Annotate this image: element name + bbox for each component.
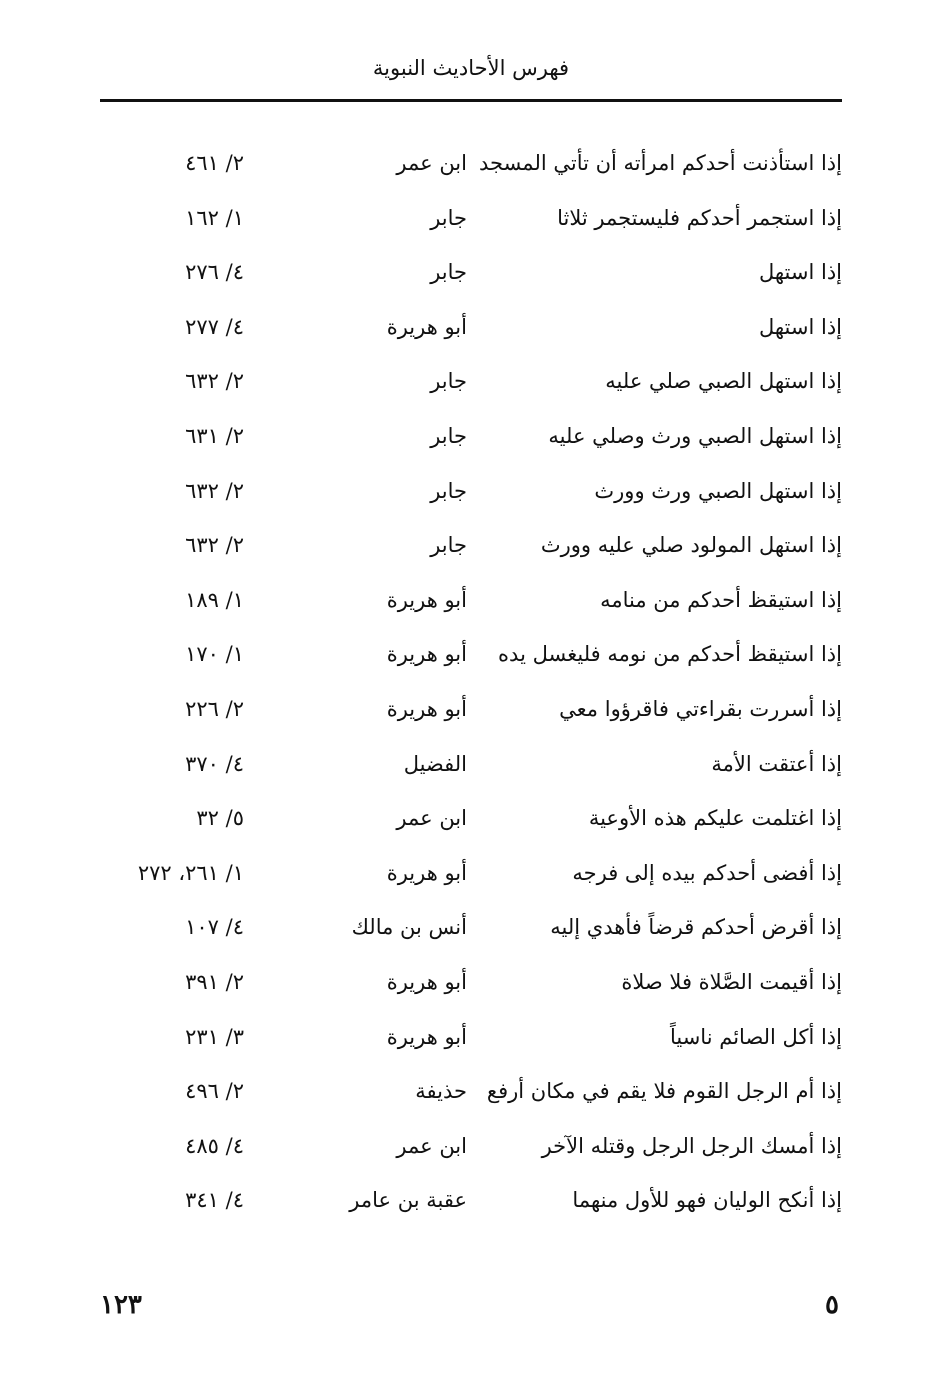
volume-page-ref: ٢/ ٢٢٦ (185, 696, 244, 721)
volume-page-ref: ١/ ١٧٠ (185, 642, 244, 667)
volume-page-ref: ٥/ ٣٢ (196, 806, 244, 831)
hadith-text: إذا أسررت بقراءتي فاقرؤوا معي (559, 696, 842, 721)
table-row (0, 1175, 947, 1230)
hadith-text: إذا أقرض أحدكم قرضاً فأهدي إليه (550, 915, 842, 940)
hadith-text: إذا أفضى أحدكم بيده إلى فرجه (572, 860, 842, 885)
hadith-text: إذا استيقظ أحدكم من منامه (600, 587, 842, 612)
narrator: أنس بن مالك (351, 915, 467, 940)
hadith-text: إذا استهل المولود صلي عليه وورث (540, 533, 842, 558)
hadith-text: إذا أمسك الرجل الرجل وقتله الآخر (541, 1133, 842, 1158)
hadith-text: إذا أعتقت الأمة (711, 751, 842, 776)
narrator: أبو هريرة (386, 969, 467, 994)
table-row (0, 848, 947, 903)
table-row (0, 247, 947, 302)
running-title: فهرس الأحاديث النبوية (372, 56, 570, 80)
table-row (0, 466, 947, 521)
narrator: جابر (430, 260, 467, 285)
narrator: أبو هريرة (386, 696, 467, 721)
hadith-text: إذا أكل الصائم ناسياً (669, 1024, 842, 1049)
narrator: ابن عمر (396, 1133, 467, 1158)
table-row (0, 411, 947, 466)
volume-page-ref: ٤/ ٣٧٠ (185, 751, 244, 776)
narrator: ابن عمر (396, 151, 467, 175)
hadith-text: إذا أم الرجل القوم فلا يقم في مكان أرفع (486, 1079, 842, 1104)
narrator: أبو هريرة (386, 314, 467, 339)
narrator: جابر (430, 205, 467, 230)
volume-page-ref: ٤/ ٢٧٧ (185, 314, 244, 339)
narrator: عقبة بن عامر (349, 1188, 467, 1213)
table-row (0, 302, 947, 357)
table-row (0, 193, 947, 248)
volume-page-ref: ٢/ ٤٩٦ (185, 1079, 244, 1104)
table-row (0, 1121, 947, 1176)
table-row (0, 684, 947, 739)
hadith-text: إذا استجمر أحدكم فليستجمر ثلاثا (557, 205, 842, 230)
volume-page-ref: ٢/ ٦٣١ (185, 423, 244, 448)
table-row (0, 902, 947, 957)
table-row (0, 1012, 947, 1067)
hadith-text: إذا استهل (758, 314, 842, 339)
header-rule (100, 99, 842, 102)
hadith-text: إذا أنكح الوليان فهو للأول منهما (572, 1188, 842, 1213)
table-row (0, 793, 947, 848)
volume-page-ref: ٢/ ٦٣٢ (185, 369, 244, 394)
volume-page-ref: ٢/ ٤٦١ (185, 151, 244, 175)
table-row (0, 520, 947, 575)
narrator: ابن عمر (396, 806, 467, 831)
narrator: جابر (430, 369, 467, 394)
volume-page-ref: ٤/ ١٠٧ (185, 915, 244, 940)
volume-page-ref: ٤/ ٣٤١ (185, 1188, 244, 1213)
hadith-text: إذا استهل (758, 260, 842, 285)
hadith-text: إذا استيقظ أحدكم من نومه فليغسل يده (498, 642, 842, 667)
table-row (0, 629, 947, 684)
narrator: أبو هريرة (386, 1024, 467, 1049)
narrator: جابر (430, 478, 467, 503)
volume-page-ref: ٣/ ٢٣١ (185, 1024, 244, 1049)
narrator: أبو هريرة (386, 587, 467, 612)
table-row (0, 575, 947, 630)
hadith-text: إذا استهل الصبي صلي عليه (605, 369, 842, 394)
volume-page-ref: ٢/ ٣٩١ (185, 969, 244, 994)
volume-page-ref: ٤/ ٤٨٥ (185, 1133, 244, 1158)
volume-page-ref: ١/ ٢٦١، ٢٧٢ (137, 860, 244, 885)
hadith-text: إذا استأذنت أحدكم امرأته أن تأتي المسجد (478, 151, 842, 175)
volume-page-ref: ٤/ ٢٧٦ (185, 260, 244, 285)
index-table (0, 138, 947, 1230)
volume-number: ٥ (825, 1290, 839, 1320)
volume-page-ref: ٢/ ٦٣٢ (185, 533, 244, 558)
narrator: الفضيل (403, 751, 467, 776)
hadith-text: إذا استهل الصبي ورث وصلي عليه (548, 423, 842, 448)
table-row (0, 957, 947, 1012)
narrator: أبو هريرة (386, 860, 467, 885)
volume-page-ref: ١/ ١٨٩ (185, 587, 244, 612)
narrator: جابر (430, 423, 467, 448)
volume-page-ref: ٢/ ٦٣٢ (185, 478, 244, 503)
hadith-text: إذا أقيمت الصَّلاة فلا صلاة (621, 969, 842, 994)
page-number: ١٢٣ (100, 1290, 142, 1320)
narrator: أبو هريرة (386, 642, 467, 667)
volume-page-ref: ١/ ١٦٢ (185, 205, 244, 230)
hadith-text: إذا اغتلمت عليكم هذه الأوعية (588, 806, 842, 831)
table-row (0, 138, 947, 193)
hadith-text: إذا استهل الصبي ورث وورث (594, 478, 842, 503)
table-row (0, 356, 947, 411)
narrator: حذيفة (415, 1079, 467, 1104)
table-row (0, 739, 947, 794)
table-row (0, 1066, 947, 1121)
narrator: جابر (430, 533, 467, 558)
